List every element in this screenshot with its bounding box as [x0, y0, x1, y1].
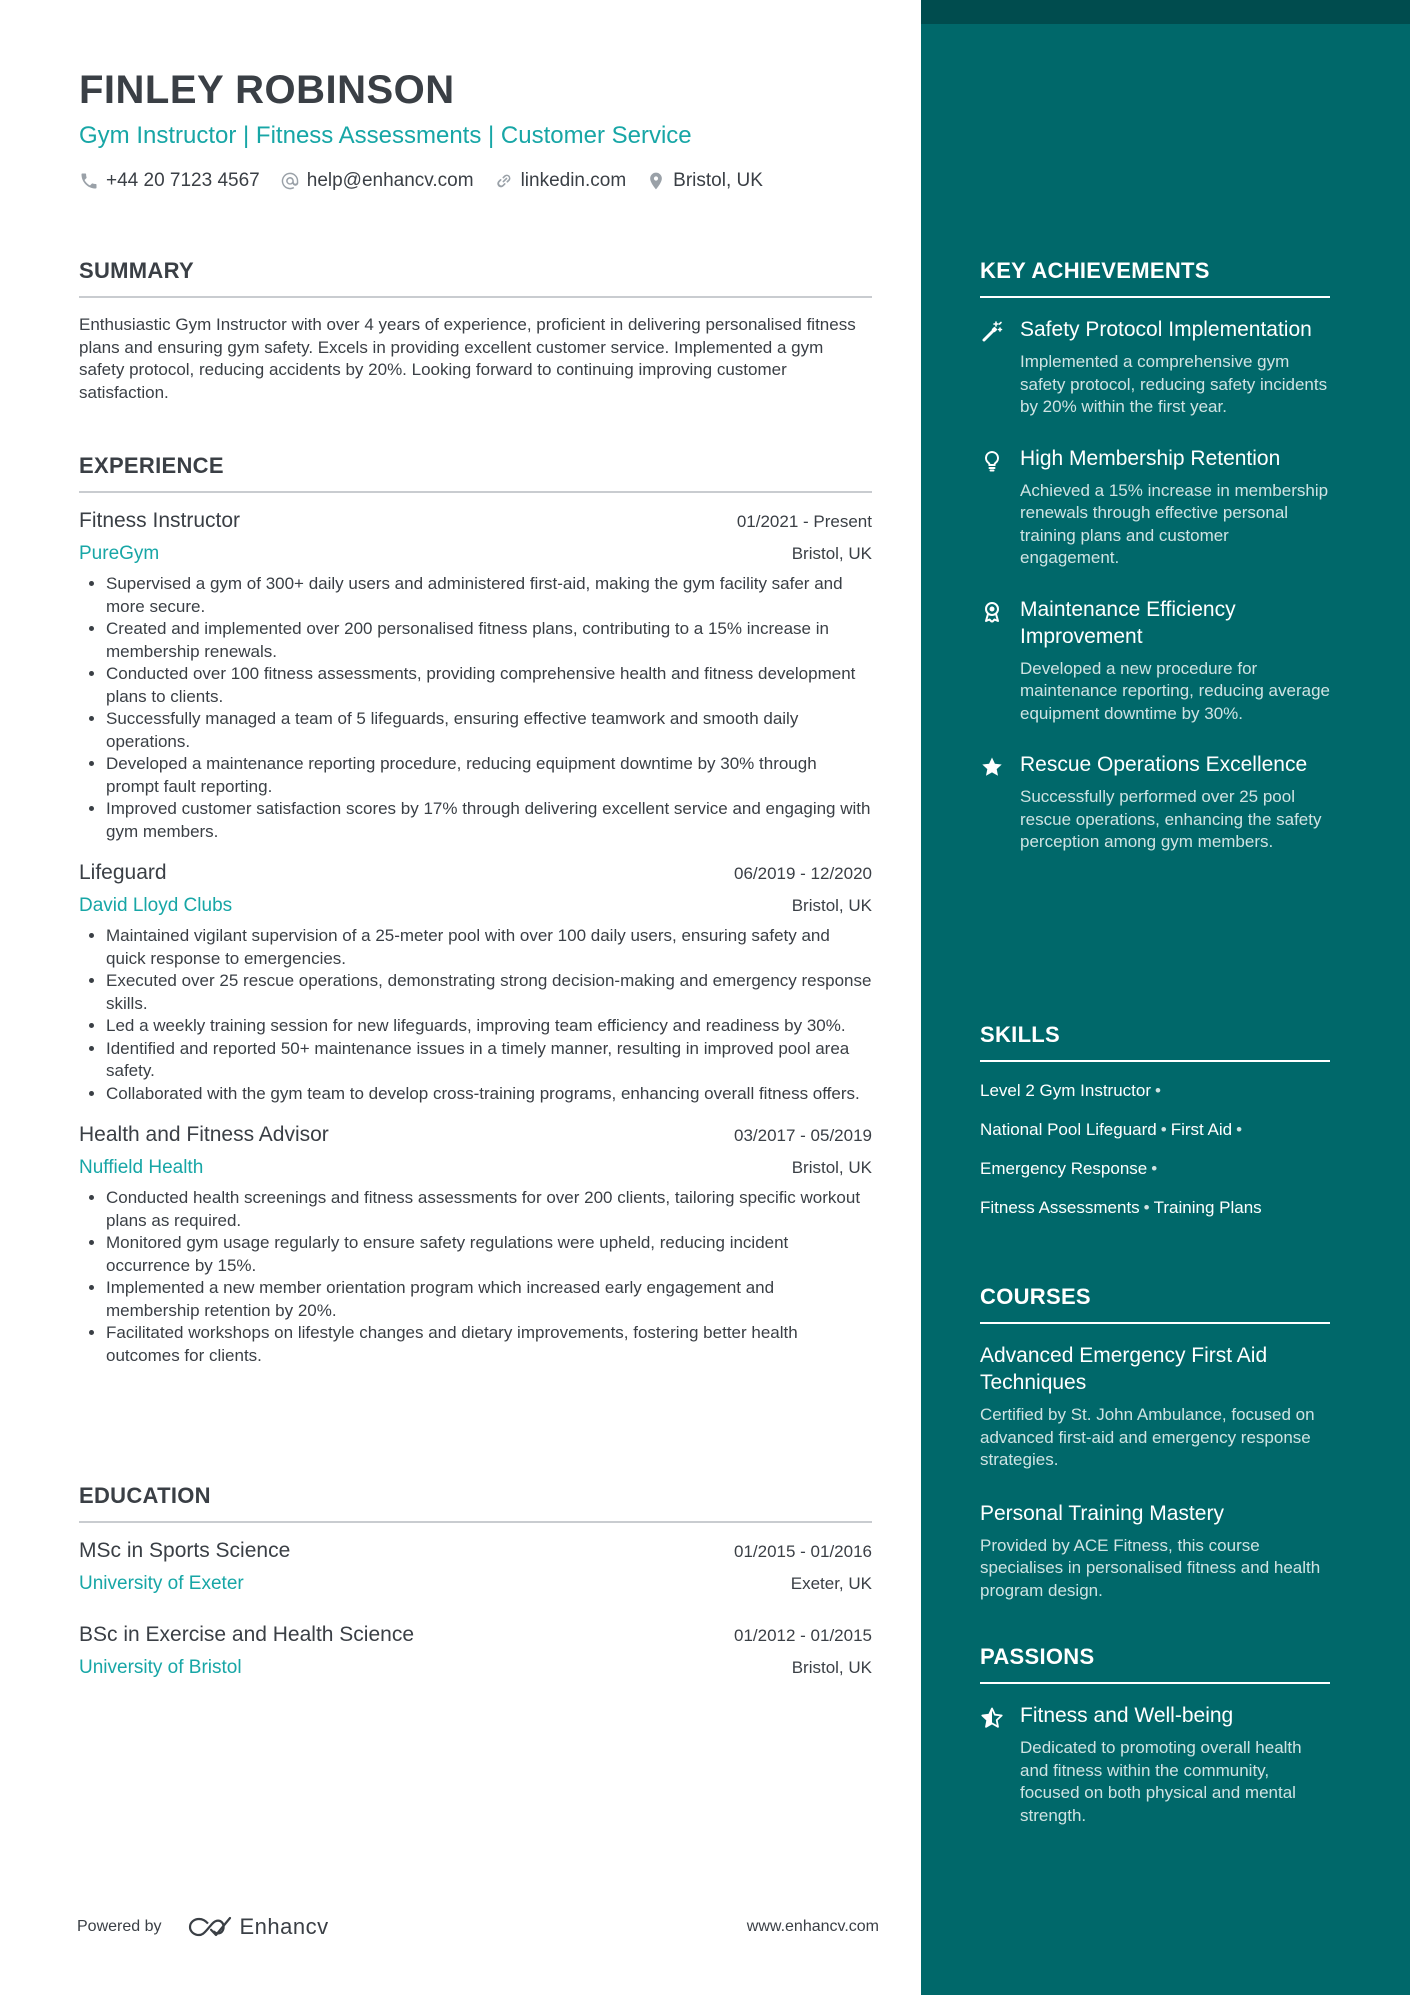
skills-heading: SKILLS: [980, 1022, 1330, 1062]
course-description: Certified by St. John Ambulance, focused on advanced first-aid and emergency response strategies.: [980, 1405, 1315, 1469]
job-bullet: • Led a weekly training session for new lifeguards, improving team efficiency and readiness by 30%.: [106, 1015, 872, 1038]
summary-section: [79, 258, 872, 404]
sidebar-top-band: [921, 0, 1410, 24]
skill-separator: •: [1155, 1081, 1161, 1100]
job-title: Lifeguard: [79, 861, 167, 884]
job-location: Bristol, UK: [791, 1158, 872, 1177]
achievement-title: Safety Protocol Implementation: [1020, 318, 1312, 341]
courses-heading: COURSES: [980, 1284, 1330, 1324]
skills-section: [980, 1022, 1330, 1236]
school-location: Bristol, UK: [791, 1658, 872, 1677]
job-title: Health and Fitness Advisor: [79, 1123, 329, 1146]
job-bullets: [79, 925, 872, 1105]
contact-phone[interactable]: [79, 170, 260, 192]
experience-section: [79, 453, 872, 1385]
achievements-section: [980, 258, 1330, 880]
footer: [77, 1914, 879, 1940]
school-name: University of Bristol: [79, 1657, 242, 1678]
achievement-description: Developed a new procedure for maintenance reporting, reducing average equipment downtime by 30%.: [1020, 658, 1330, 723]
job-bullet: • Conducted over 100 fitness assessments, providing comprehensive health and fitness development plans to clients.: [106, 663, 872, 708]
school-location: Exeter, UK: [790, 1574, 872, 1593]
skills-line: [980, 1080, 1330, 1102]
job-bullet: • Created and implemented over 200 personalised fitness plans, contributing to a 15% increase in membership renewals.: [106, 618, 872, 663]
job-bullets: [79, 1187, 872, 1367]
passions-heading: PASSIONS: [980, 1644, 1330, 1684]
enhancv-logo-icon: [186, 1915, 232, 1939]
skill-tag: National Pool Lifeguard: [980, 1120, 1157, 1139]
passion-item: [980, 1702, 1330, 1827]
job-bullet: • Supervised a gym of 300+ daily users and administered first-aid, making the gym facility safer and more secure.: [106, 573, 872, 618]
summary-heading: SUMMARY: [79, 258, 872, 298]
skill-tag: Training Plans: [1153, 1198, 1262, 1217]
job-location: Bristol, UK: [791, 544, 872, 563]
summary-text: Enthusiastic Gym Instructor with over 4 years of experience, proficient in delivering personalised fitness plans and ensuring gym safety. Excels in providing excellent customer service. Implemented a gym safety protocol, reducing accidents by 20%. Looking forward to continuing improving customer satisfaction.: [79, 315, 856, 402]
course-description: Provided by ACE Fitness, this course specialises in personalised fitness and health program design.: [980, 1535, 1321, 1600]
skills-line: [980, 1197, 1330, 1219]
job-bullet: • Improved customer satisfaction scores by 17% through delivering excellent service and engaging with gym members.: [106, 798, 872, 843]
achievement-item: [980, 316, 1330, 419]
achievements-heading: KEY ACHIEVEMENTS: [980, 258, 1330, 298]
job-bullet: • Maintained vigilant supervision of a 25-meter pool with over 100 daily users, ensuring safety and quick response to emergencies.: [106, 925, 872, 970]
job-bullet: • Conducted health screenings and fitness assessments for over 200 clients, tailoring specific workout plans as required.: [106, 1187, 872, 1232]
star-half-icon: [980, 1706, 1004, 1730]
skill-separator: •: [1143, 1198, 1150, 1217]
course-item: [980, 1500, 1330, 1603]
achievement-title: Maintenance Efficiency Improvement: [1020, 597, 1236, 648]
job-entry: [79, 861, 872, 1105]
degree-title: MSc in Sports Science: [79, 1539, 291, 1562]
location-pin-icon: [646, 171, 666, 191]
skill-separator: •: [1151, 1159, 1158, 1178]
job-title: Fitness Instructor: [79, 509, 241, 532]
achievement-title: High Membership Retention: [1020, 446, 1281, 470]
job-entry: [79, 509, 872, 843]
courses-section: [980, 1284, 1330, 1630]
skills-line: [980, 1158, 1330, 1180]
job-company: Nuffield Health: [79, 1157, 204, 1178]
contact-location: [646, 170, 763, 192]
course-title: Advanced Emergency First Aid Techniques: [980, 1344, 1268, 1394]
footer-website[interactable]: www.enhancv.com: [746, 1918, 879, 1935]
lightbulb-icon: [980, 449, 1004, 473]
magic-wand-icon: [980, 320, 1004, 344]
education-entry: [79, 1623, 872, 1679]
achievement-description: Implemented a comprehensive gym safety protocol, reducing safety incidents by 20% within the first year.: [1020, 352, 1328, 416]
skill-tag: Emergency Response: [980, 1159, 1148, 1178]
achievement-item: [980, 596, 1330, 726]
passion-description: Dedicated to promoting overall health and fitness within the community, focused on both physical and mental strength.: [1020, 1738, 1302, 1825]
job-entry: [79, 1123, 872, 1367]
skill-separator: •: [1236, 1120, 1243, 1139]
job-bullet: • Successfully managed a team of 5 lifeguards, ensuring effective teamwork and smooth daily operations.: [106, 708, 872, 753]
job-bullet: • Implemented a new member orientation program which increased early engagement and membership retention by 20%.: [106, 1277, 872, 1322]
course-title: Personal Training Mastery: [980, 1501, 1224, 1525]
phone-icon: [79, 171, 99, 191]
job-bullet: • Executed over 25 rescue operations, demonstrating strong decision-making and emergency response skills.: [106, 970, 872, 1015]
achievement-item: [980, 445, 1330, 570]
award-icon: [980, 600, 1004, 624]
education-section: [79, 1483, 872, 1707]
job-company: David Lloyd Clubs: [79, 895, 233, 916]
job-bullet: • Collaborated with the gym team to develop cross-training programs, enhancing overall fitness offers.: [106, 1083, 872, 1106]
at-icon: [280, 171, 300, 191]
course-item: [980, 1342, 1330, 1472]
passion-title: Fitness and Well-being: [1020, 1704, 1234, 1727]
star-icon: [980, 755, 1004, 779]
powered-by: [77, 1914, 329, 1940]
contact-bar: [79, 170, 763, 192]
enhancv-logo-text: Enhancv: [239, 1914, 329, 1939]
link-icon: [494, 171, 514, 191]
skill-tag: First Aid: [1170, 1120, 1233, 1139]
contact-email[interactable]: [280, 170, 474, 192]
passions-section: [980, 1644, 1330, 1853]
candidate-name: FINLEY ROBINSON: [79, 68, 455, 112]
achievement-description: Achieved a 15% increase in membership renewals through effective personal training plans and customer engagement.: [1020, 480, 1329, 567]
email-text: help@enhancv.com: [306, 170, 474, 191]
job-bullets: [79, 573, 872, 843]
candidate-tagline: Gym Instructor | Fitness Assessments | Customer Service: [79, 122, 692, 149]
skill-separator: •: [1160, 1120, 1167, 1139]
job-date: 01/2021 - Present: [736, 512, 872, 531]
achievement-item: [980, 751, 1330, 854]
skill-tag: Fitness Assessments: [980, 1198, 1140, 1217]
job-bullet: • Facilitated workshops on lifestyle changes and dietary improvements, fostering better health outcomes for clients.: [106, 1322, 872, 1367]
job-bullet: • Monitored gym usage regularly to ensure safety regulations were upheld, reducing incident occurrence by 15%.: [106, 1232, 872, 1277]
powered-by-label: Powered by: [77, 1918, 162, 1935]
education-heading: EDUCATION: [79, 1483, 872, 1523]
skills-line: [980, 1119, 1330, 1141]
enhancv-logo[interactable]: [186, 1914, 329, 1940]
location-text: Bristol, UK: [673, 170, 763, 191]
contact-link[interactable]: [494, 170, 627, 192]
education-date: 01/2012 - 01/2015: [733, 1626, 872, 1645]
achievement-description: Successfully performed over 25 pool rescue operations, enhancing the safety perception among gym members.: [1020, 787, 1322, 851]
experience-heading: EXPERIENCE: [79, 453, 872, 493]
job-bullet: • Identified and reported 50+ maintenance issues in a timely manner, resulting in improved pool area safety.: [106, 1038, 872, 1083]
achievement-title: Rescue Operations Excellence: [1020, 753, 1308, 776]
job-date: 03/2017 - 05/2019: [733, 1126, 872, 1145]
skill-tag: Level 2 Gym Instructor: [980, 1081, 1152, 1100]
job-location: Bristol, UK: [791, 896, 872, 915]
job-bullet: • Developed a maintenance reporting procedure, reducing equipment downtime by 30% through prompt fault reporting.: [106, 753, 872, 798]
degree-title: BSc in Exercise and Health Science: [79, 1623, 415, 1646]
job-company: PureGym: [79, 543, 160, 564]
school-name: University of Exeter: [79, 1573, 244, 1594]
education-entry: [79, 1539, 872, 1595]
job-date: 06/2019 - 12/2020: [733, 864, 872, 883]
education-date: 01/2015 - 01/2016: [733, 1542, 872, 1561]
phone-text: +44 20 7123 4567: [106, 170, 260, 191]
link-text: linkedin.com: [520, 170, 627, 191]
